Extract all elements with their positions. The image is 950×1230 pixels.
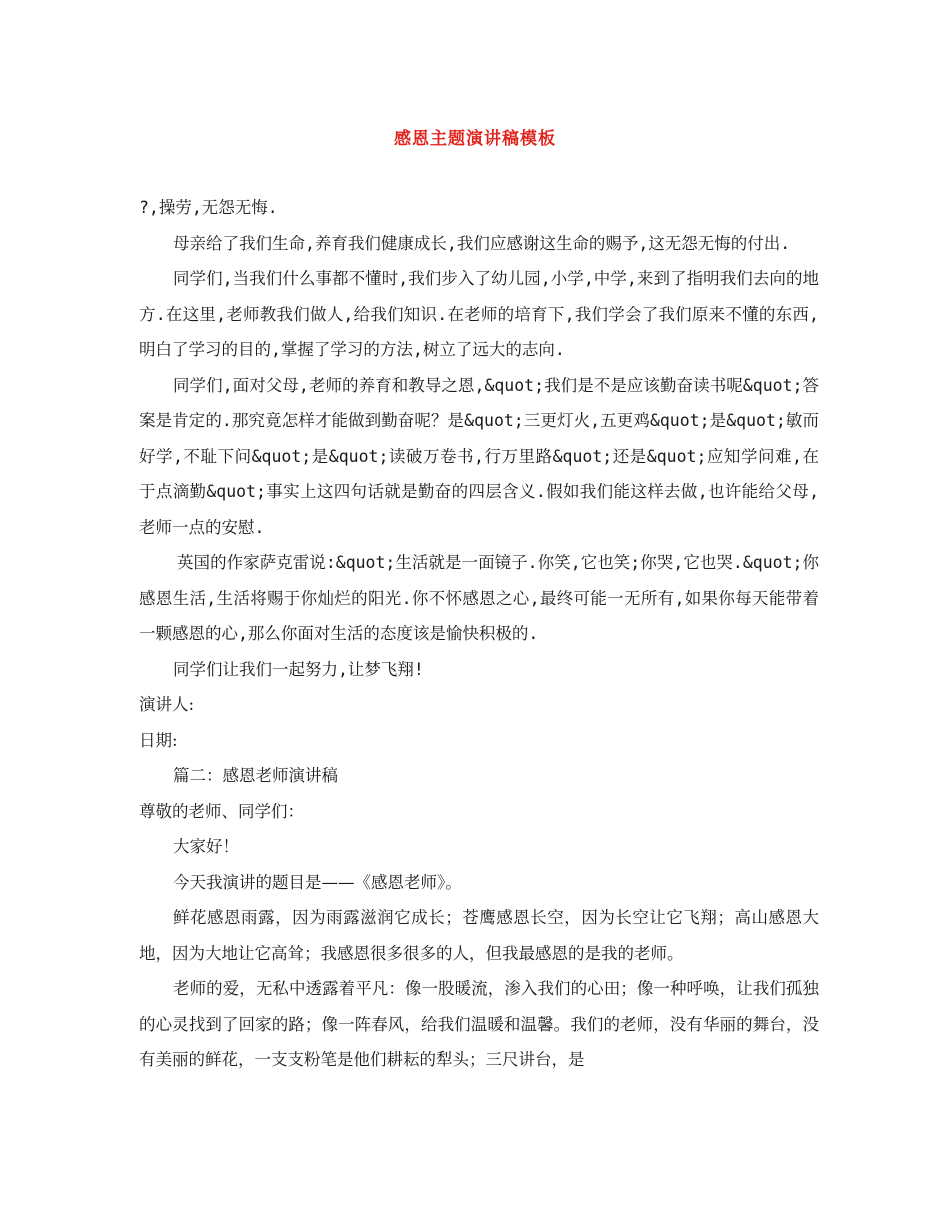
- paragraph: 母亲给了我们生命,养育我们健康成长,我们应感谢这生命的赐予,这无怨无悔的付出.: [173, 233, 791, 253]
- date-line: 日期:: [139, 730, 178, 750]
- document-body: [139, 190, 819, 1078]
- paragraph: ?,操劳,无怨无悔.: [139, 198, 278, 217]
- greeting: 大家好！: [173, 837, 239, 856]
- paragraph: 同学们让我们一起努力,让梦飞翔!: [173, 659, 424, 679]
- salutation: 尊敬的老师、同学们：: [139, 801, 304, 821]
- paragraph: 英国的作家萨克雷说:&quot;生活就是一面镜子.你笑,它也笑;你哭,它也哭.&quot;你感恩生活,生活将赐于你灿烂的阳光.你不怀感恩之心,最终可能一无所有,如果你每天能带着一颗感恩的心,那么你面对生活的态度该是愉快积极的.: [139, 553, 819, 643]
- section-heading: 篇二：感恩老师演讲稿: [173, 766, 338, 785]
- speaker-line: 演讲人:: [139, 695, 195, 714]
- paragraph: 老师的爱，无私中透露着平凡：像一股暖流，渗入我们的心田；像一种呼唤，让我们孤独的心灵找到了回家的路；像一阵春风，给我们温暖和温馨。我们的老师，没有华丽的舞台，没有美丽的鲜花，一支支粉笔是他们耕耘的犁头；三尺讲台，是: [139, 979, 819, 1069]
- paragraph: 同学们,面对父母,老师的养育和教导之恩,&quot;我们是不是应该勤奋读书呢&quot;答案是肯定的.那究竟怎样才能做到勤奋呢？是&quot;三更灯火,五更鸡&quot;是&quot;敏而好学,不耻下问&quot;是&quot;读破万卷书,行万里路&quot;还是&quot;应知学问难,在于点滴勤&quot;事实上这四句话就是勤奋的四层含义.假如我们能这样去做,也许能给父母,老师一点的安慰.: [139, 375, 819, 537]
- paragraph: 同学们,当我们什么事都不懂时,我们步入了幼儿园,小学,中学,来到了指明我们去向的地方.在这里,老师教我们做人,给我们知识.在老师的培育下,我们学会了我们原来不懂的东西,明白了学习的目的,掌握了学习的方法,树立了远大的志向.: [139, 269, 819, 359]
- document-title: 感恩主题演讲稿模板: [394, 129, 556, 149]
- paragraph: 今天我演讲的题目是——《感恩老师》。: [173, 872, 462, 892]
- paragraph: 鲜花感恩雨露，因为雨露滋润它成长；苍鹰感恩长空，因为长空让它飞翔；高山感恩大地，因为大地让它高耸；我感恩很多很多的人，但我最感恩的是我的老师。: [139, 908, 819, 963]
